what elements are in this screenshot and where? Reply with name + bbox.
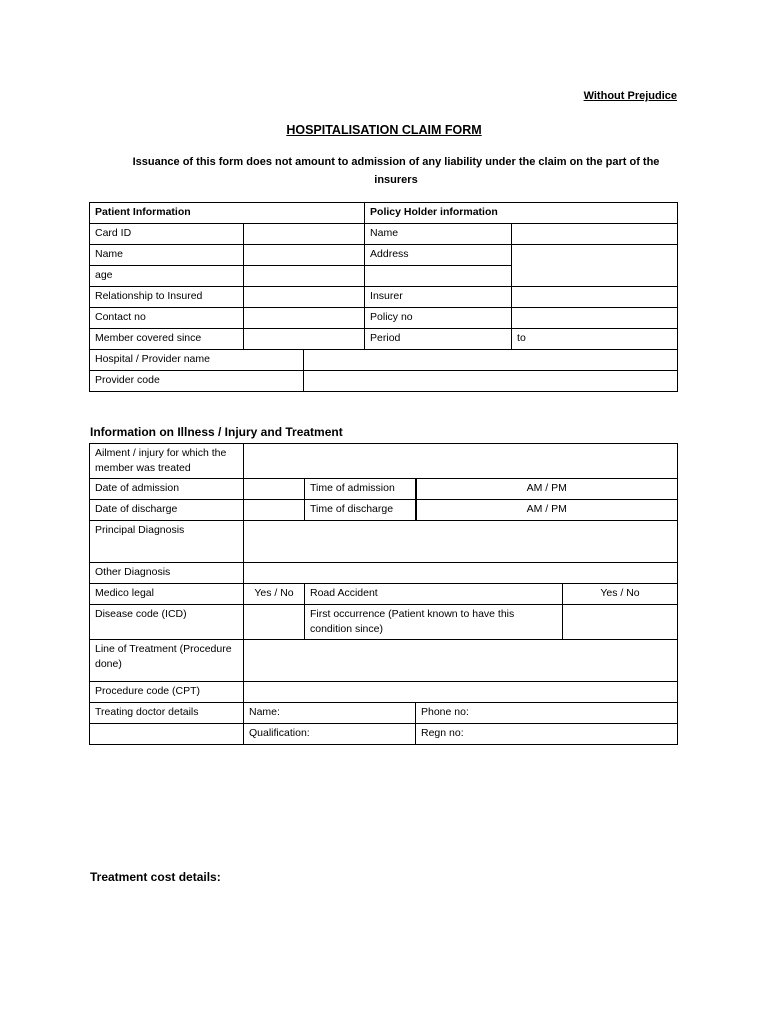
ph-address-field[interactable] <box>512 245 678 287</box>
doctor-phone-field[interactable]: Phone no: <box>416 703 678 724</box>
without-prejudice-label: Without Prejudice <box>583 90 677 102</box>
name-label: Name <box>90 245 244 266</box>
relationship-label: Relationship to Insured <box>90 287 244 308</box>
medico-legal-field[interactable]: Yes / No <box>244 584 305 605</box>
time-admission-label: Time of admission <box>305 479 416 500</box>
medico-legal-label: Medico legal <box>90 584 244 605</box>
ph-address-label: Address <box>365 245 512 266</box>
relationship-field[interactable] <box>244 287 365 308</box>
ph-name-field[interactable] <box>512 224 678 245</box>
period-label: Period <box>365 329 512 350</box>
principal-diagnosis-field[interactable] <box>244 521 678 563</box>
provider-code-label: Provider code <box>90 371 304 392</box>
doctor-name-field[interactable]: Name: <box>244 703 416 724</box>
illness-section-title: Information on Illness / Injury and Treatment <box>90 425 343 439</box>
procedure-code-field[interactable] <box>244 682 678 703</box>
time-discharge-field[interactable]: AM / PM <box>416 500 678 521</box>
illness-treatment-table <box>89 443 678 745</box>
disease-code-field[interactable] <box>244 605 305 640</box>
insurer-field[interactable] <box>512 287 678 308</box>
road-accident-label: Road Accident <box>305 584 563 605</box>
card-id-field[interactable] <box>244 224 365 245</box>
treating-doctor-label: Treating doctor details <box>90 703 244 724</box>
patient-info-header: Patient Information <box>90 203 365 224</box>
ph-address-extra-field[interactable] <box>365 266 512 287</box>
disease-code-label: Disease code (ICD) <box>90 605 244 640</box>
policy-holder-header: Policy Holder information <box>365 203 678 224</box>
ailment-label: Ailment / injury for which the member was treated <box>90 444 244 479</box>
card-id-label: Card ID <box>90 224 244 245</box>
member-since-label: Member covered since <box>90 329 244 350</box>
first-occurrence-field[interactable] <box>563 605 678 640</box>
hospital-label: Hospital / Provider name <box>90 350 304 371</box>
form-title: HOSPITALISATION CLAIM FORM <box>286 123 482 137</box>
doctor-regn-field[interactable]: Regn no: <box>416 724 678 745</box>
member-since-field[interactable] <box>244 329 365 350</box>
line-of-treatment-field[interactable] <box>244 640 678 682</box>
date-discharge-label: Date of discharge <box>90 500 244 521</box>
first-occurrence-label: First occurrence (Patient known to have this condition since) <box>305 605 563 640</box>
hospital-field[interactable] <box>304 350 678 371</box>
name-field[interactable] <box>244 245 365 266</box>
line-of-treatment-label: Line of Treatment (Procedure done) <box>90 640 244 682</box>
procedure-code-label: Procedure code (CPT) <box>90 682 244 703</box>
insurer-label: Insurer <box>365 287 512 308</box>
cost-section-title: Treatment cost details: <box>90 870 221 884</box>
policy-no-label: Policy no <box>365 308 512 329</box>
treating-doctor-blank <box>90 724 244 745</box>
other-diagnosis-label: Other Diagnosis <box>90 563 244 584</box>
age-label: age <box>90 266 244 287</box>
road-accident-field[interactable]: Yes / No <box>563 584 678 605</box>
date-admission-field[interactable] <box>244 479 305 500</box>
date-admission-label: Date of admission <box>90 479 244 500</box>
form-disclaimer: Issuance of this form does not amount to admission of any liability under the claim on the part of the insurers <box>132 156 660 186</box>
provider-code-field[interactable] <box>304 371 678 392</box>
contact-field[interactable] <box>244 308 365 329</box>
other-diagnosis-field[interactable] <box>244 563 678 584</box>
time-discharge-label: Time of discharge <box>305 500 416 521</box>
policy-no-field[interactable] <box>512 308 678 329</box>
doctor-qualification-field[interactable]: Qualification: <box>244 724 416 745</box>
ph-name-label: Name <box>365 224 512 245</box>
contact-label: Contact no <box>90 308 244 329</box>
date-discharge-field[interactable] <box>244 500 305 521</box>
age-field[interactable] <box>244 266 365 287</box>
time-admission-field[interactable]: AM / PM <box>416 479 678 500</box>
period-to-field[interactable]: to <box>512 329 678 350</box>
ailment-field[interactable] <box>244 444 678 479</box>
principal-diagnosis-label: Principal Diagnosis <box>90 521 244 563</box>
patient-policy-table <box>89 202 678 392</box>
